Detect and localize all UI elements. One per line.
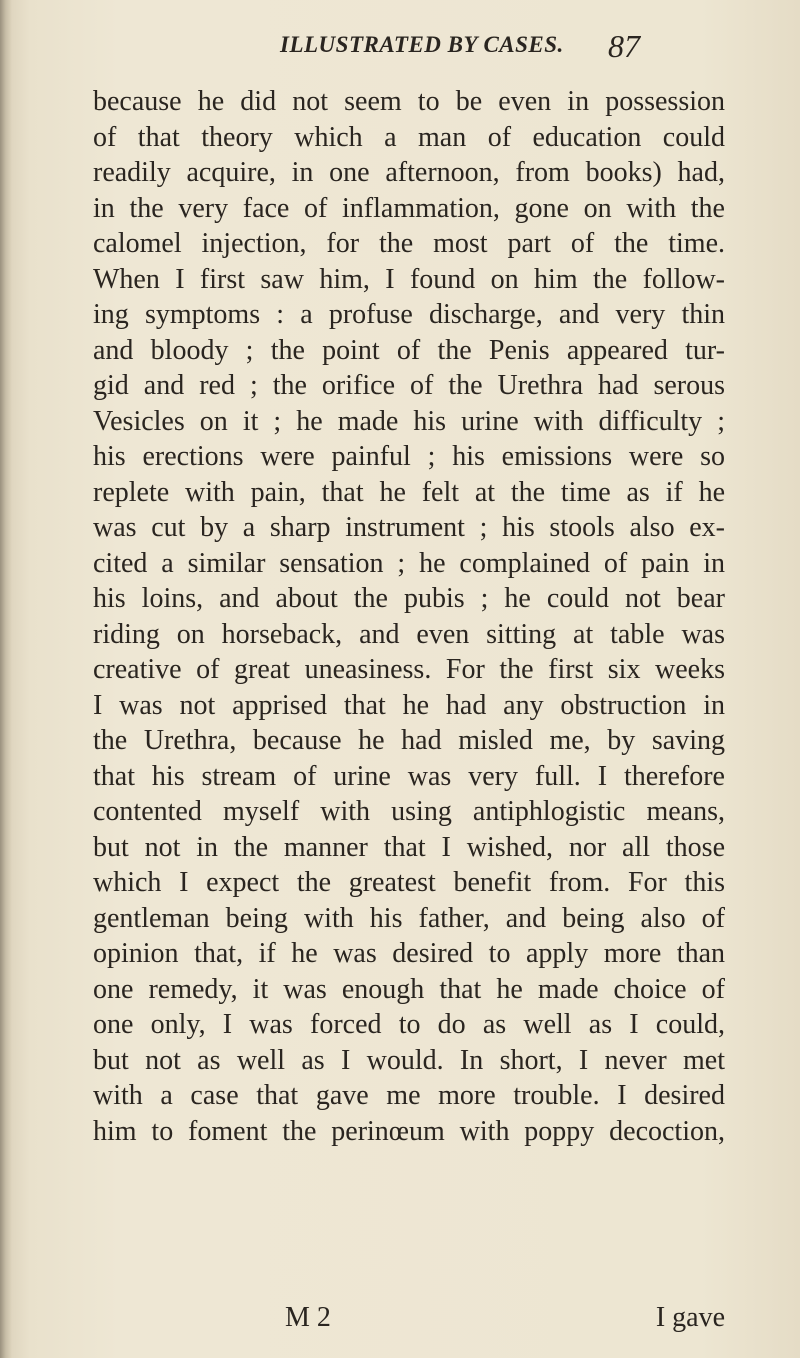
text-line: ing symptoms : a profuse discharge, and very thin bbox=[93, 299, 725, 330]
text-line: and bloody ; the point of the Penis appeared tur- bbox=[93, 334, 725, 366]
text-line: his erections were painful ; his emissions were so bbox=[93, 441, 725, 472]
text-line: gid and red ; the orifice of the Urethra had serous bbox=[93, 370, 725, 401]
running-head bbox=[280, 28, 680, 68]
running-title: ILLUSTRATED BY CASES. bbox=[280, 32, 564, 57]
signature-mark: M 2 bbox=[285, 1302, 331, 1333]
binding-gutter bbox=[0, 0, 12, 1358]
text-line: opinion that, if he was desired to apply more than bbox=[93, 938, 725, 969]
text-line: was cut by a sharp instrument ; his stools also ex- bbox=[93, 512, 725, 543]
text-line: one only, I was forced to do as well as I could, bbox=[93, 1009, 725, 1040]
text-line: contented myself with using antiphlogistic means, bbox=[93, 796, 725, 827]
text-line: which I expect the greatest benefit from. For this bbox=[93, 867, 725, 898]
text-line: him to foment the perinœum with poppy decoction, bbox=[93, 1115, 725, 1147]
text-line: that his stream of urine was very full. I therefore bbox=[93, 760, 725, 792]
text-line: readily acquire, in one afternoon, from books) had, bbox=[93, 157, 725, 188]
text-line: replete with pain, that he felt at the time as if he bbox=[93, 476, 725, 508]
text-line: with a case that gave me more trouble. I desired bbox=[93, 1080, 725, 1111]
text-line: riding on horseback, and even sitting at table was bbox=[93, 618, 725, 650]
text-line: calomel injection, for the most part of the time. bbox=[93, 228, 725, 259]
body-text bbox=[93, 84, 725, 1149]
page-number: 87 bbox=[608, 28, 640, 64]
text-line: of that theory which a man of education could bbox=[93, 121, 725, 153]
text-line: creative of great uneasiness. For the first six weeks bbox=[93, 654, 725, 685]
text-line: one remedy, it was enough that he made choice of bbox=[93, 973, 725, 1005]
catchword: I gave bbox=[655, 1302, 725, 1333]
catchline bbox=[93, 1302, 725, 1338]
text-line: but not as well as I would. In short, I never met bbox=[93, 1044, 725, 1076]
text-line: When I first saw him, I found on him the follow- bbox=[93, 263, 725, 295]
text-line: cited a similar sensation ; he complained of pain in bbox=[93, 547, 725, 579]
text-line: Vesicles on it ; he made his urine with difficulty ; bbox=[93, 405, 725, 437]
text-line: gentleman being with his father, and being also of bbox=[93, 902, 725, 934]
text-line: in the very face of inflammation, gone on with the bbox=[93, 192, 725, 224]
text-line: the Urethra, because he had misled me, by saving bbox=[93, 725, 725, 756]
text-line: because he did not seem to be even in possession bbox=[93, 86, 725, 117]
text-line: but not in the manner that I wished, nor all those bbox=[93, 831, 725, 863]
text-line: I was not apprised that he had any obstruction in bbox=[93, 689, 725, 721]
text-line: his loins, and about the pubis ; he could not bear bbox=[93, 583, 725, 614]
